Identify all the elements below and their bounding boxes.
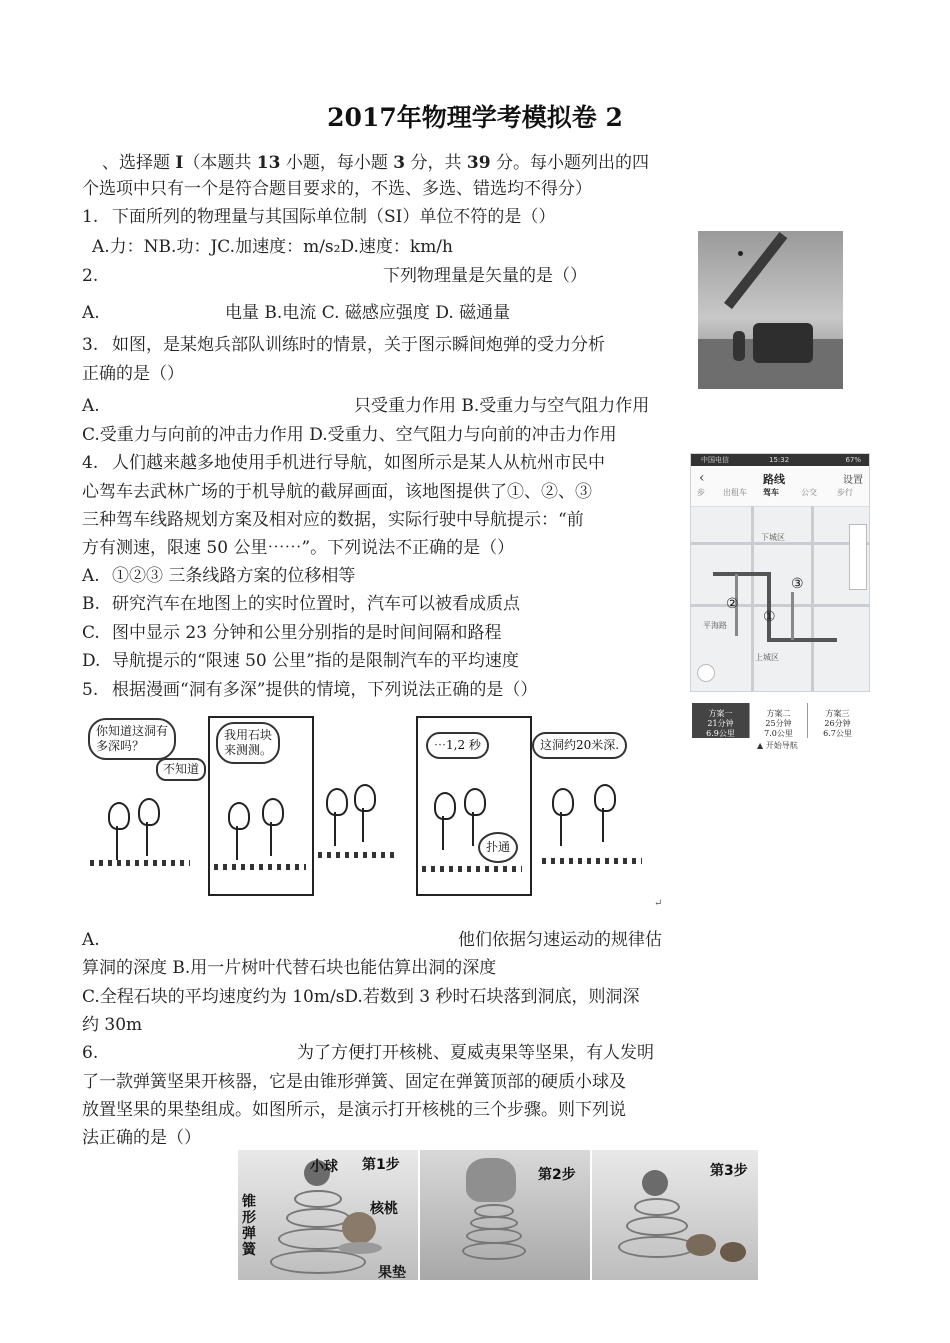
question-count: 13 [256, 153, 281, 173]
spring-coil [286, 1208, 350, 1228]
route-marker-3: ③ [791, 576, 804, 592]
bird-character [262, 798, 284, 826]
comic-panel [208, 716, 314, 896]
ground [318, 852, 398, 858]
spring-label-char: 弹 [242, 1226, 256, 1242]
q4-option-a-label: A. [82, 566, 100, 586]
settings-link[interactable]: 设置 [843, 475, 863, 486]
map-place-label: 上城区 [755, 653, 779, 662]
q5-options-line2: 算洞的深度 B.用一片树叶代替石块也能估算出洞的深度 [82, 958, 497, 978]
road [811, 506, 814, 691]
q6-stem-line2: 了一款弹簧坚果开核器，它是由锥形弹簧、固定在弹簧顶部的硬质小球及 [82, 1072, 626, 1092]
points-each: 3 [393, 153, 406, 173]
q4-stem-line3: 三种驾车线路规划方案及相对应的数据，实际行驶中导航提示：“前 [82, 510, 584, 530]
pad-label: 果垫 [378, 1265, 406, 1280]
route-line [767, 638, 837, 642]
spring-coil [618, 1236, 696, 1258]
map-header-title: 路线 [763, 473, 785, 486]
q2-option-a-label: A. [82, 303, 100, 323]
spring-coil [626, 1216, 688, 1236]
q6-stem-line4: 法正确的是（） [82, 1128, 201, 1148]
tab-walk[interactable]: 步 [697, 488, 705, 497]
cannon-body [753, 323, 813, 363]
bird-leg [362, 808, 364, 842]
speech-bubble: ⋯1,2 秒 [426, 732, 489, 759]
page-title: 2017年物理学考模拟卷 2 [327, 103, 623, 132]
mode-tabs [691, 487, 869, 503]
bird-character [464, 788, 486, 816]
route-line [767, 572, 771, 640]
bird-leg [116, 826, 118, 860]
speech-bubble: 这洞约20米深. [532, 732, 627, 759]
q6-stem-line1: 为了方便打开核桃、夏威夷果等坚果，有人发明 [297, 1043, 654, 1063]
q1-options: A.力：NB.功：JC.加速度：m/s₂D.速度：km/h [92, 237, 453, 257]
q4-number: 4. [82, 453, 99, 473]
q4-option-a: ①②③ 三条线路方案的位移相等 [112, 566, 356, 586]
bird-character [108, 802, 130, 830]
route-name: 方案三 [825, 709, 850, 718]
spring-label-char: 形 [242, 1210, 256, 1226]
bird-leg [270, 822, 272, 856]
spring-coil [634, 1198, 680, 1216]
speech-bubble: 不知道 [156, 758, 206, 781]
q3-number: 3. [82, 335, 99, 355]
status-time: 15:32 [769, 456, 790, 464]
q3-stem-line1: 如图，是某炮兵部队训练时的情景，关于图示瞬间炮弹的受力分析 [112, 335, 605, 355]
cannon-barrel [724, 232, 787, 309]
locate-icon[interactable] [697, 664, 715, 682]
route-option-2[interactable] [750, 703, 808, 738]
bird-leg [442, 816, 444, 850]
sound-effect-bubble: 扑通 [478, 832, 518, 863]
ground [422, 866, 522, 872]
q3-option-a-label: A. [82, 396, 100, 416]
route-distance: 7.0公里 [764, 729, 793, 738]
navigation-map [690, 453, 870, 692]
q3-stem-line2: 正确的是（） [82, 364, 184, 384]
bubble-text: 我用石块 [224, 728, 273, 742]
hand [466, 1158, 516, 1202]
ground [214, 864, 306, 870]
step-3-label: 第3步 [710, 1163, 748, 1179]
q4-option-b: 研究汽车在地图上的实时位置时，汽车可以被看成质点 [112, 594, 520, 614]
bubble-text: 来测测。 [224, 743, 273, 757]
tab-taxi[interactable]: 出租车 [723, 488, 747, 497]
map-header [691, 454, 869, 507]
road [751, 506, 754, 691]
section-prefix: 、选择题 [102, 153, 176, 173]
q5-number: 5. [82, 680, 99, 700]
ground [542, 858, 642, 864]
spring-label-char: 锥 [242, 1194, 256, 1210]
section-instructions-line2: 个选项中只有一个是符合题目要求的，不选、多选、错选均不得分） [82, 179, 592, 199]
bird-character [354, 784, 376, 812]
ball-label: 小球 [310, 1159, 338, 1175]
q1-stem: 下面所列的物理量与其国际单位制（SI）单位不符的是（） [112, 207, 556, 227]
section-text-c: 分，共 [405, 153, 467, 173]
route-time: 25分钟 [765, 719, 792, 728]
map-tools-panel[interactable] [849, 524, 867, 590]
bird-leg [334, 812, 336, 846]
spring-coil [294, 1190, 342, 1208]
bird-character [552, 788, 574, 816]
route-distance: 6.7公里 [823, 729, 852, 738]
section-instructions-line1 [102, 150, 649, 176]
walnut-label: 核桃 [370, 1201, 398, 1217]
artillery-photo [698, 231, 843, 389]
route-option-3[interactable] [808, 703, 867, 738]
route-option-1[interactable] [692, 703, 750, 738]
q5-option-a: 他们依据匀速运动的规律估 [458, 930, 662, 950]
q4-stem-line1: 人们越来越多地使用手机进行导航，如图所示是某人从杭州市民中 [112, 453, 605, 473]
ground [90, 860, 190, 866]
start-navigation-label: 开始导航 [765, 741, 798, 750]
tab-bus[interactable]: 公交 [801, 488, 817, 497]
q5-stem: 根据漫画“洞有多深”提供的情境，下列说法正确的是（） [112, 680, 538, 700]
route-line [713, 572, 769, 576]
step-2-label: 第2步 [538, 1167, 576, 1183]
bird-leg [560, 812, 562, 846]
photo-divider [590, 1150, 592, 1280]
status-bar [691, 454, 869, 466]
route-marker-1: ① [763, 609, 776, 625]
q1-number: 1. [82, 207, 99, 227]
q5-option-a-label: A. [82, 930, 100, 950]
road [691, 604, 869, 607]
q4-option-c-label: C. [82, 623, 100, 643]
bird-character [434, 792, 456, 820]
walnut-shell [720, 1242, 746, 1262]
route-marker-2: ② [726, 596, 739, 612]
q6-stem-line3: 放置坚果的果垫组成。如图所示，是演示打开核桃的三个步骤。则下列说 [82, 1100, 626, 1120]
speech-bubble [88, 718, 176, 760]
spring-coil [462, 1242, 526, 1260]
comic-panel [416, 716, 532, 896]
q4-option-b-label: B. [82, 594, 100, 614]
bubble-text: 多深吗？ [96, 739, 145, 753]
bird-character [594, 784, 616, 812]
q3-options-cd: C.受重力与向前的冲击力作用 D.受重力、空气阻力与向前的冲击力作用 [82, 425, 617, 445]
q3-options-ab: 只受重力作用 B.受重力与空气阻力作用 [354, 396, 650, 416]
bird-leg [602, 808, 604, 842]
map-place-label: 平海路 [703, 621, 727, 630]
map-place-label: 下城区 [761, 533, 785, 542]
q4-option-d: 导航提示的“限速 50 公里”指的是限制汽车的平均速度 [112, 651, 519, 671]
speech-bubble [216, 722, 280, 764]
spring-label-char: 簧 [242, 1242, 256, 1258]
route-name: 方案二 [766, 709, 791, 718]
battery-label: 67% [845, 456, 861, 464]
q2-number: 2. [82, 266, 99, 286]
bird-character [228, 802, 250, 830]
nutcracker-photo [238, 1150, 758, 1280]
points-total: 39 [466, 153, 491, 173]
route-time: 26分钟 [824, 719, 851, 728]
route-time: 21分钟 [707, 719, 734, 728]
tab-walking[interactable]: 步行 [837, 488, 853, 497]
q5-options-line4: 约 30m [82, 1015, 143, 1035]
bird-leg [472, 812, 474, 846]
ball [642, 1170, 668, 1196]
nut-pad [338, 1242, 382, 1254]
cracked-walnut [686, 1234, 716, 1256]
q2-options: 电量 B.电流 C. 磁感应强度 D. 磁通量 [225, 303, 511, 323]
q4-stem-line4: 方有测速，限速 50 公里⋯⋯”。下列说法不正确的是（） [82, 538, 515, 558]
route-name: 方案一 [708, 709, 733, 718]
q5-options-line3: C.全程石块的平均速度约为 10m/sD.若数到 3 秒时石块落到洞底，则洞深 [82, 987, 640, 1007]
section-text-b: 小题，每小题 [280, 153, 394, 173]
bird-leg [146, 822, 148, 856]
route-options [692, 703, 867, 738]
soldier [733, 331, 745, 361]
q2-stem: 下列物理量是矢量的是（） [383, 266, 587, 286]
q4-stem-line2: 心驾车去武林广场的于机导航的截屏画面，该地图提供了①、②、③ [82, 482, 592, 502]
q4-option-c: 图中显示 23 分钟和公里分别指的是时间间隔和路程 [112, 623, 502, 643]
bird-leg [236, 826, 238, 860]
step-1-label: 第1步 [362, 1157, 400, 1173]
start-navigation-button[interactable]: ▲ 开始导航 [757, 741, 798, 750]
tab-drive[interactable]: 驾车 [763, 488, 779, 497]
carrier-label: 中国电信 [701, 456, 729, 464]
comic-strip [86, 710, 671, 906]
bubble-text: 你知道这洞有 [96, 724, 169, 738]
q6-number: 6. [82, 1043, 99, 1063]
route-distance: 6.9公里 [706, 729, 735, 738]
section-text-d: 分。每小题列出的四 [490, 153, 649, 173]
q4-option-d-label: D. [82, 651, 101, 671]
shell [738, 251, 743, 256]
spring-label [242, 1194, 258, 1258]
route-line [791, 592, 794, 640]
back-icon[interactable]: ‹ [699, 470, 705, 486]
return-mark-icon: ↵ [654, 898, 663, 909]
bird-character [138, 798, 160, 826]
section-text-a: （本题共 [183, 153, 257, 173]
bird-character [326, 788, 348, 816]
section-roman: I [175, 153, 184, 173]
